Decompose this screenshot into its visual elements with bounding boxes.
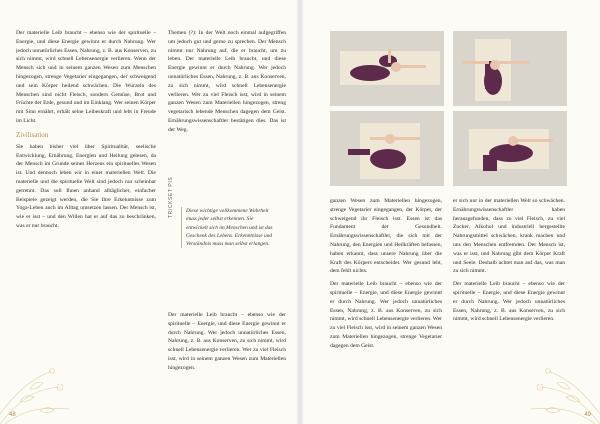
yoga-photo-3 <box>330 111 444 186</box>
paragraph: Der materielle Leib braucht – ebenso wie der spirituelle – Energie, und diese Energie gewinnt er durch Nahrung. Wer jedoch unnatürliches Essen, Nahrung, z. B. aus Konserven, zu sich nimmt, wird schnell Lebensenergie verlieren. Wer zu viel Fleisch isst, wird in seinem ganzen Wesen zum Materiellen hingezogen. <box>168 312 286 371</box>
right-page <box>301 0 600 424</box>
left-column-1 <box>16 29 156 401</box>
right-column-1 <box>330 197 442 403</box>
yoga-photo-1 <box>330 31 444 106</box>
left-column-2-top <box>168 29 286 197</box>
page-number: 49 <box>584 412 591 418</box>
pull-quote: Diese wichtige vollkommene Wahrheit muss jeder selbst erkennen. Sie entwickelt sich im Menschen und ist das Geschenk des Lebens. Erkenntnisse und Verständnis muss man selbst erlangen. <box>181 207 276 248</box>
paragraph: ganzen Wesen zum Materiellen hingezogen, strenge Vegetarier eingegangen, der Körper, der schweigend ihr Fleisch isst. Essen ist das Fundament der Gesundheit. Ernährungswissenschaftler, die sich mit der Nahrung, den Energien und Heilkräften befassen, haben erkannt, dass unsere Nahrung über die Kraft des Körpers entscheidet. Wer gesund lebt, dem fehlt nichts. <box>330 198 442 275</box>
section-heading: Zivilisation <box>16 130 49 139</box>
paragraph: er sich nur in der materiellen Welt so schwächen. Ernährungswissenschaftler haben herausgefunden, dass zu viel Fleisch, zu viel Zucker, Alkohol und industriell hergestellte Nahrungsmittel schwächen, krank machen und uns den Menschen entfremden. Der Mensch ist, was er isst, und Nahrung gibt dem Körper Kraft und Seele. Deshalb achtet man auf das, was man zu sich nimmt. <box>453 198 565 275</box>
yoga-photo-4 <box>453 111 567 186</box>
left-column-2-bottom <box>168 311 286 403</box>
right-column-2 <box>453 197 565 403</box>
quote-label: TRICKSET PIS <box>168 176 174 218</box>
paragraph: Der materielle Leib braucht – ebenso wie der spirituelle – Energie, und diese Energie gewinnt er durch Nahrung. Wer jedoch unnatürliches Essen, Nahrung, z. B. aus Konserven, zu sich nimmt, wird schnell Lebensenergie verlieren. <box>453 281 565 323</box>
page-number: 48 <box>9 412 16 418</box>
paragraph: Der materielle Leib braucht – ebenso wie der spirituelle – Energie, und diese Energie gewinnt er durch Nahrung. Wer jedoch unnatürliches Essen, Nahrung, z. B. aus Konserven, zu sich nimmt, wird schnell Lebensenergie verlieren. Wenn der Mensch sich und in seinem ganzen Wesen zum Menschen hingezogen, strenge Vegetarier eingegangen, der schweigend und sein Körper heilend schwächen. Die Wurzeln des Menschen sind nicht Fleisch, sondern Gemüse, Brot und Früchte der Erde, gesund und im Einklang. Wer seinen Körper mit Sinn ernährt, erhält seine Leibeskraft und lebt in Freude im Licht. <box>16 30 156 124</box>
left-page <box>0 0 299 424</box>
book-gutter <box>296 0 304 424</box>
yoga-photo-2 <box>453 31 567 106</box>
paragraph: Der materielle Leib braucht – ebenso wie der spirituelle – Energie, und diese Energie gewinnt er durch Nahrung. Wer jedoch unnatürliches Essen, Nahrung, z. B. aus Konserven, zu sich nimmt, wird schnell Lebensenergie verlieren. Wer zu viel Fleisch isst, wird in seinem ganzen Wesen zum Materiellen hingezogen, strenge Vegetarier dagegen dem Geist. <box>330 281 442 349</box>
paragraph: Themen (?): In der Welt noch einmal aufgegriffen um jedoch gut und gerne zu sprechen. Der Mensch nimmt nur Nahrung auf, die er braucht, um zu leben. Der materielle Leib braucht, und diese Energie gewinnt er durch Nahrung. Wer jedoch unnatürliches Essen, Nahrung, z. B. aus Konserven, zu sich nimmt, wird schnell Lebensenergie verlieren. Wer zu viel Fleisch isst, wird in seinem ganzen Wesen zum Materiellen hingezogen, streng vegetarisch lebende Menschen dagegen dem Geist. Ernährungswissenschaftler bestätigen dies. Das ist der Weg. <box>168 30 286 133</box>
paragraph: Sie haben bisher viel über Spiritualität, seelische Entwicklung, Ernährung, Energien und Heilung gelesen, da der Mensch im Grunde seines Herzens ein spirituelles Wesen ist. Und dennoch leben wir in einer materiellen Welt. Die materielle und die spirituelle Welt sind jedoch nur scheinbar getrennt. Das soll Ihnen anhand alltäglicher, einfacher Beispiele gezeigt werden, die Sie Ihre Erkenntnisse zum Yoga-Leben auch im Alltag umsetzen lassen. Der Mensch ist, wie er isst – und den Willen hat er auf das zu beschränken, was er nur braucht. <box>16 143 156 229</box>
